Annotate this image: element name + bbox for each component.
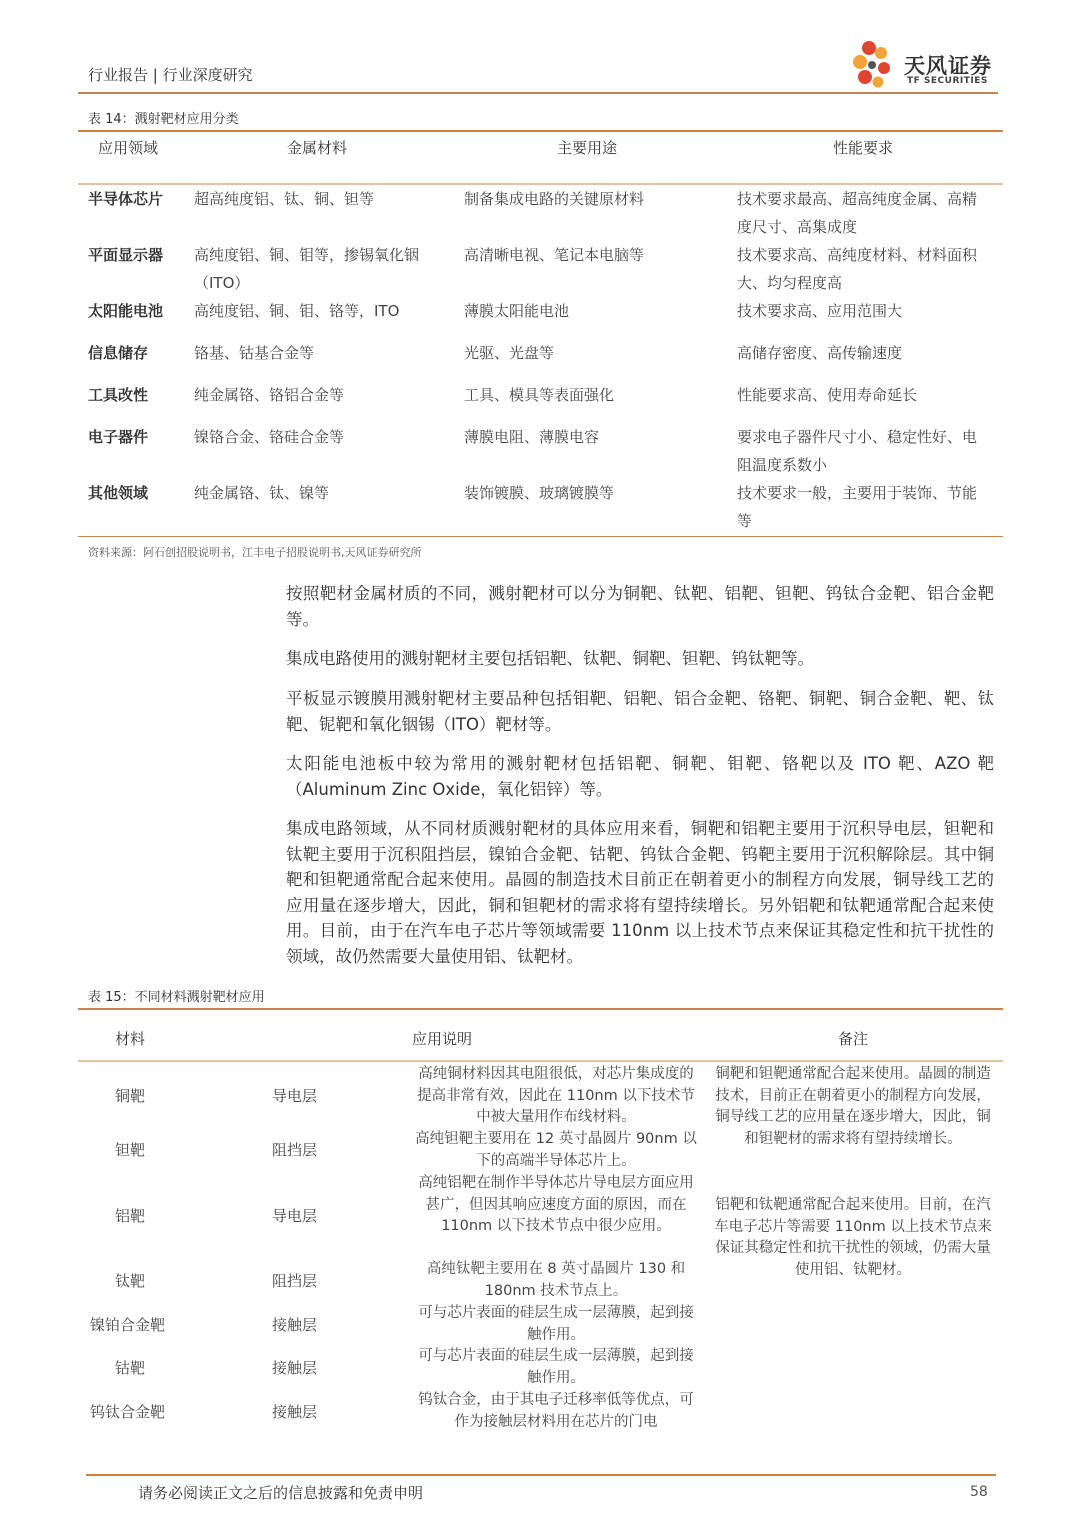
breadcrumb: 行业报告 | 行业深度研究	[88, 66, 253, 84]
table-row-description: 高纯钽靶主要用在 12 英寸晶圆片 90nm 以下的高端半导体芯片上。	[415, 1131, 697, 1169]
table15-note-aluminum-titanium: 铝靶和钛靶通常配合起来使用。目前，在汽车电子芯片等需要 110nm 以上技术节点来保证其稳定性和抗干扰性的领域，仍需大量使用铝、钛靶材。	[714, 1197, 992, 1278]
table-row-material: 镍铬合金、铬硅合金等	[194, 428, 345, 446]
table15-caption: 表 15：不同材料溅射靶材应用	[88, 990, 265, 1005]
table-row-use: 光驱、光盘等	[464, 344, 555, 362]
table-row-layer: 接触层	[272, 1316, 318, 1334]
table-row-material: 纯金属铬、铬铝合金等	[194, 386, 345, 404]
body-paragraph-2: 集成电路使用的溅射靶材主要包括铝靶、钛靶、铜靶、钽靶、钨钛靶等。	[286, 649, 814, 668]
body-paragraph-3: 平板显示镀膜用溅射靶材主要品种包括钼靶、铝靶、铝合金靶、铬靶、铜靶、铜合金靶、靶、钛靶、铌靶和氧化铟锡（ITO）靶材等。	[286, 689, 994, 734]
table-row-material: 钨钛合金靶	[90, 1403, 166, 1421]
table-row-layer: 阻挡层	[272, 1141, 318, 1159]
table-row-requirement-cont: 度尺寸、高集成度	[737, 218, 858, 236]
table-row-requirement-cont: 等	[737, 512, 753, 530]
header-divider	[78, 92, 998, 94]
table-row-requirement-cont: 大、均匀程度高	[737, 274, 843, 292]
table-row-requirement-cont: 阻温度系数小	[737, 456, 828, 474]
table14-header-field: 应用领域	[98, 139, 159, 157]
table14-source: 资料来源：阿石创招股说明书，江丰电子招股说明书,天风证券研究所	[88, 546, 422, 559]
table15-header-note: 备注	[838, 1030, 869, 1048]
table-row-field: 平面显示器	[88, 246, 164, 264]
table-row-layer: 接触层	[272, 1403, 318, 1421]
table-row-layer: 导电层	[272, 1207, 318, 1225]
body-paragraph-4: 太阳能电池板中较为常用的溅射靶材包括铝靶、铜靶、钼靶、铬靶以及 ITO 靶、AZO 靶（Aluminum Zinc Oxide，氧化铝锌）等。	[286, 754, 994, 799]
table-row-use: 薄膜太阳能电池	[464, 302, 570, 320]
table-row-field: 工具改性	[88, 386, 149, 404]
table-row-requirement: 技术要求一般，主要用于装饰、节能	[737, 484, 978, 502]
table-row-requirement: 高储存密度、高传输速度	[737, 344, 903, 362]
table14-bottom-rule	[78, 536, 1003, 537]
table-row-use: 装饰镀膜、玻璃镀膜等	[464, 484, 615, 502]
table14-header-use: 主要用途	[557, 139, 618, 157]
table-row-material: 超高纯度铝、钛、铜、钽等	[194, 190, 375, 208]
table-row-use: 高清晰电视、笔记本电脑等	[464, 246, 645, 264]
table-row-material: 铜靶	[115, 1087, 146, 1105]
footer-divider	[86, 1474, 996, 1476]
table-row-material: 钽靶	[115, 1141, 146, 1159]
table-row-material: 铬基、钴基合金等	[194, 344, 315, 362]
body-paragraph-1: 按照靶材金属材质的不同，溅射靶材可以分为铜靶、钛靶、铝靶、钽靶、钨钛合金靶、铝合金靶等。	[286, 584, 994, 629]
table-row-use: 薄膜电阻、薄膜电容	[464, 428, 600, 446]
table-row-requirement: 技术要求高、高纯度材料、材料面积	[737, 246, 978, 264]
footer-disclaimer: 请务必阅读正文之后的信息披露和免责申明	[138, 1484, 424, 1502]
table-row-material: 镍铂合金靶	[90, 1316, 166, 1334]
table-row-description: 可与芯片表面的硅层生成一层薄膜，起到接触作用。	[418, 1305, 694, 1343]
table-row-use: 制备集成电路的关键原材料	[464, 190, 645, 208]
table-row-material: 钴靶	[115, 1359, 146, 1377]
table-row-requirement: 要求电子器件尺寸小、稳定性好、电	[737, 428, 978, 446]
table-row-field: 太阳能电池	[88, 302, 164, 320]
table-row-field: 电子器件	[88, 428, 149, 446]
table-row-description: 钨钛合金，由于其电子迁移率低等优点，可作为接触层材料用在芯片的门电	[418, 1392, 694, 1430]
table15-header-rule	[78, 1060, 1003, 1062]
logo-text-en: TF SECURITIES	[907, 76, 988, 86]
table-row-requirement: 技术要求高、应用范围大	[737, 302, 903, 320]
table-row-field: 半导体芯片	[88, 190, 164, 208]
table-row-layer: 接触层	[272, 1359, 318, 1377]
table-row-description: 高纯钛靶主要用在 8 英寸晶圆片 130 和 180nm 技术节点上。	[426, 1261, 686, 1299]
table-row-material-cont: （ITO）	[194, 274, 250, 292]
table-row-description: 高纯铝靶在制作半导体芯片导电层方面应用甚广，但因其响应速度方面的原因，而在 110nm 以下技术节点中很少应用。	[418, 1175, 694, 1234]
table-row-field: 其他领域	[88, 484, 149, 502]
table-row-layer: 导电层	[272, 1087, 318, 1105]
table14-header-material: 金属材料	[287, 139, 348, 157]
table-row-material: 纯金属铬、钛、镍等	[194, 484, 330, 502]
table-row-description: 可与芯片表面的硅层生成一层薄膜，起到接触作用。	[418, 1348, 694, 1386]
body-paragraph-5: 集成电路领域，从不同材质溅射靶材的具体应用来看，铜靶和铝靶主要用于沉积导电层，钽靶和钛靶主要用于沉积阻挡层，镍铂合金靶、钴靶、钨钛合金靶、钨靶主要用于沉积解除层。其中铜靶和钽靶通常配合起来使用。晶圆的制造技术目前正在朝着更小的制程方向发展，铜导线工艺的应用量在逐步增大，因此，铜和钽靶材的需求将有望持续增长。另外铝靶和钛靶通常配合起来使用。目前，由于在汽车电子芯片等领域需要 110nm 以上技术节点来保证其稳定性和抗干扰性的领域，故仍然需要大量使用铝、钛靶材。	[286, 819, 994, 966]
table-row-material: 高纯度铝、铜、钼等，掺锡氧化铟	[194, 246, 420, 264]
table14-caption: 表 14：溅射靶材应用分类	[88, 112, 239, 127]
table-row-material: 铝靶	[115, 1207, 146, 1225]
table15-header-material: 材料	[115, 1030, 146, 1048]
table-row-field: 信息储存	[88, 344, 149, 362]
table-row-layer: 阻挡层	[272, 1272, 318, 1290]
table15-note-copper-tantalum: 铜靶和钽靶通常配合起来使用。晶圆的制造技术，目前正在朝着更小的制程方向发展，铜导线工艺的应用量在逐步增大，因此，铜和钽靶材的需求将有望持续增长。	[715, 1066, 991, 1147]
logo-text-cn: 天风证券	[904, 54, 992, 78]
table-row-requirement: 技术要求最高、超高纯度金属、高精	[737, 190, 978, 208]
table14-header-requirement: 性能要求	[833, 139, 894, 157]
table15-header-description: 应用说明	[412, 1030, 473, 1048]
table-row-use: 工具、模具等表面强化	[464, 386, 615, 404]
table15-top-rule	[78, 1008, 1003, 1010]
table14-top-rule	[78, 130, 1003, 132]
table-row-requirement: 性能要求高、使用寿命延长	[737, 386, 918, 404]
table-row-material: 钛靶	[115, 1272, 146, 1290]
table-row-description: 高纯铜材料因其电阻很低，对芯片集成度的提高非常有效，因此在 110nm 以下技术节中被大量用作布线材料。	[417, 1066, 695, 1125]
page-number: 58	[970, 1484, 988, 1500]
table-row-material: 高纯度铝、铜、钼、铬等，ITO	[194, 302, 400, 320]
